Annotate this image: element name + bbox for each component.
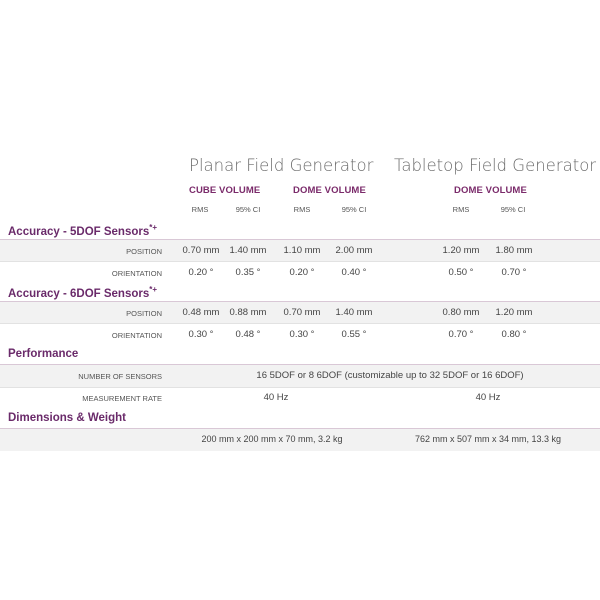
row-divider [0,387,600,388]
row-divider [0,323,600,324]
section-accuracy-6dof [8,285,157,300]
dimensions-planar: 200 mm x 200 mm x 70 mm, 3.2 kg [201,434,343,444]
row-label-number-of-sensors: NUMBER OF SENSORS [78,372,162,381]
table-cell: 0.35 ° [235,267,261,278]
footnote-marker: *+ [149,285,158,294]
rate-planar: 40 Hz [263,392,289,403]
tabletop-dome-volume-label: DOME VOLUME [454,185,527,196]
row-label-orientation: ORIENTATION [111,331,162,340]
table-cell: 1.10 mm [283,245,321,256]
table-cell: 0.40 ° [341,267,367,278]
row-label-position: POSITION [126,309,162,318]
row-label-orientation: ORIENTATION [111,269,162,278]
dimensions-tabletop: 762 mm x 507 mm x 34 mm, 13.3 kg [414,434,562,444]
table-cell: 1.40 mm [229,245,267,256]
row-label-measurement-rate: MEASUREMENT RATE [82,394,162,403]
rms-header: RMS [293,205,311,214]
table-cell: 0.55 ° [341,329,367,340]
table-cell: 1.80 mm [495,245,533,256]
table-cell: 0.20 ° [289,267,315,278]
section-title: Accuracy - 6DOF Sensors [8,287,150,300]
table-cell: 1.20 mm [495,307,533,318]
table-cell: 0.48 mm [182,307,220,318]
row-divider [0,261,600,262]
table-cell: 0.70 ° [501,267,527,278]
ci-header: 95% CI [235,205,261,214]
row-label-position: POSITION [126,247,162,256]
rms-header: RMS [191,205,209,214]
cube-volume-label: CUBE VOLUME [189,185,261,196]
ci-header: 95% CI [341,205,367,214]
section-performance: Performance [8,348,79,360]
footnote-marker: *+ [149,223,158,232]
tabletop-generator-title: Tabletop Field Generator [394,156,597,175]
dome-volume-label: DOME VOLUME [293,185,366,196]
section-dimensions: Dimensions & Weight [8,412,126,424]
table-cell: 0.70 mm [182,245,220,256]
rate-tabletop: 40 Hz [475,392,501,403]
section-title: Accuracy - 5DOF Sensors [8,225,150,238]
table-cell: 0.20 ° [188,267,214,278]
table-cell: 0.70 ° [448,329,474,340]
table-cell: 0.30 ° [188,329,214,340]
table-cell: 0.80 mm [442,307,480,318]
table-cell: 2.00 mm [335,245,373,256]
table-cell: 0.88 mm [229,307,267,318]
ci-header: 95% CI [500,205,526,214]
table-cell: 1.20 mm [442,245,480,256]
table-cell: 0.50 ° [448,267,474,278]
table-cell: 0.30 ° [289,329,315,340]
rms-header: RMS [452,205,470,214]
table-cell: 0.70 mm [283,307,321,318]
planar-generator-title: Planar Field Generator [189,156,374,175]
table-cell: 0.48 ° [235,329,261,340]
table-cell: 0.80 ° [501,329,527,340]
table-cell: 1.40 mm [335,307,373,318]
section-accuracy-5dof [8,223,157,238]
sensors-value: 16 5DOF or 8 6DOF (customizable up to 32 5DOF or 16 6DOF) [256,370,524,381]
